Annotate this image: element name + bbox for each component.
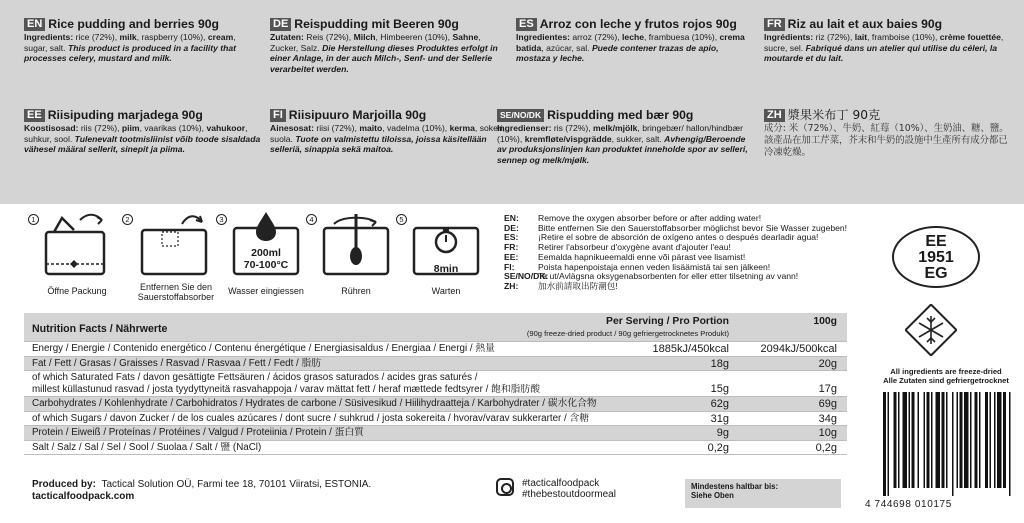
lang-block-en	[24, 18, 260, 64]
hashtags	[522, 478, 616, 500]
lang-block-ee	[24, 109, 264, 155]
warning-lang: FI:	[504, 261, 515, 272]
nutrition-row	[24, 412, 847, 427]
ingredients-fragment: Sahne	[452, 32, 479, 42]
ingredients-fragment: cream	[207, 32, 234, 42]
barcode-bar	[903, 392, 908, 488]
barcode-bar	[979, 392, 981, 488]
ingredients-fragment: kerma	[449, 123, 475, 133]
lang-code: FR	[764, 18, 785, 31]
product-title: Riz au lait et aux baies 90g	[787, 17, 943, 32]
best-before-box	[685, 479, 841, 508]
warning-lang: EN:	[504, 213, 519, 223]
barcode	[865, 390, 1015, 510]
per-serving-header: Per Serving / Pro Portion	[606, 316, 729, 327]
ingredients-fragment: , sukker, salt.	[611, 133, 665, 144]
nutrition-row	[24, 342, 847, 357]
warning-row	[504, 282, 884, 292]
water-temperature: 70-100°C	[243, 259, 289, 271]
nutrient-label	[32, 397, 597, 412]
health-mark	[892, 226, 980, 288]
nutrient-label	[32, 357, 321, 372]
warning-lang: SE/NO/DK:	[504, 271, 549, 282]
water-amount: 200ml	[251, 247, 281, 259]
barcode-bar	[883, 392, 886, 496]
per-100g-header: 100g	[813, 316, 837, 327]
barcode-bar	[888, 392, 890, 496]
ingredients-fragment: riisi (72%),	[316, 123, 360, 133]
product-title: Reispudding mit Beeren 90g	[294, 17, 459, 32]
nutrient-label-line: of which Sugars / davon Zucker / de los cuales azúcares / dont sucre / suhkrud / josta sokereita / hvorav/varav sukkerarter / 含糖	[32, 412, 590, 424]
per-100g-value: 10g	[818, 427, 837, 439]
product-title: 漿果米布丁 90克	[787, 108, 881, 123]
ingredients-fragment: ris (72%),	[553, 123, 593, 133]
lang-block-fi	[270, 109, 506, 155]
barcode-bar	[994, 392, 996, 488]
hashtag-2: #thebestoutdoormeal	[522, 489, 616, 500]
barcode-bars	[865, 390, 1015, 498]
lang-code: ES	[516, 18, 537, 31]
ingredients-fragment: , sokeri, suola.	[270, 123, 506, 144]
nutrient-label-line: Salt / Salz / Sal / Sel / Sool / Suolaa / Salt / 鹽 (NaCl)	[32, 441, 262, 453]
ingredients-text	[270, 123, 506, 155]
ingredients-fragment: , sucre, sel.	[764, 32, 1004, 53]
barcode-bar	[975, 392, 978, 488]
ingredients-fragment: leche	[622, 32, 645, 42]
nutrition-table	[24, 313, 847, 455]
barcode-bar	[931, 392, 933, 488]
health-mark-number: 1951	[918, 249, 954, 266]
ingredients-fragment: vahukoor	[206, 123, 246, 133]
barcode-bar	[894, 392, 897, 488]
lang-code: EN	[24, 18, 45, 31]
lang-block-es	[516, 18, 752, 64]
ingredients-fragment: , Zucker, Salz.	[270, 32, 481, 53]
ingredients-fragment: This product is produced in a facility that processes celery, mustard and milk.	[24, 42, 237, 64]
lang-block-se-no-dk	[497, 109, 752, 165]
portion-note: (90g freeze-dried product / 90g gefriergetrocknetes Produkt)	[526, 329, 729, 338]
warning-lang: DE:	[504, 222, 519, 233]
ingredients-fragment: Reis (72%),	[306, 32, 354, 42]
barcode-bar	[957, 392, 959, 488]
ingredients-fragment: riz (72%),	[815, 32, 855, 42]
warning-text: Poista hapenpoistaja ennen veden lisäämistä tai sen jälkeen!	[538, 261, 771, 272]
nutrient-label	[32, 372, 540, 396]
barcode-bar	[912, 392, 915, 488]
ingredients-text	[24, 123, 264, 155]
nutrient-label-line: Protein / Eiweiß / Proteínas / Protéines / Valgud / Proteiinia / Protein / 蛋白質	[32, 427, 364, 438]
nutrition-row	[24, 441, 847, 456]
ingredients-fragment: riis (72%),	[80, 123, 122, 133]
per-serving-value: 62g	[710, 398, 729, 410]
per-100g-value: 17g	[818, 383, 837, 395]
ingredients-fragment: Fabriqué dans un atelier qui utilise du céleri, la moutarde et du lait.	[764, 42, 998, 64]
nutrient-label	[32, 426, 364, 441]
step-number: 1	[28, 214, 39, 225]
lang-block-zh	[764, 109, 1014, 159]
producer-label: Produced by:	[32, 479, 96, 490]
ingredients-fragment: Tulenevalt tootmisliinist võib toode sisaldada vähesel määral sellerit, sinepit ja piima.	[24, 133, 261, 155]
per-100g-value: 2094kJ/500kcal	[760, 343, 837, 355]
ingredients-fragment: Ingredientes:	[516, 32, 573, 42]
warning-text: ¡Retire el sobre de absorción de oxígeno antes o después dearladir agua!	[538, 232, 819, 243]
freeze-dried-note-en: All ingredients are freeze-dried	[890, 367, 1002, 376]
ingredients-fragment: , framboise (10%),	[867, 32, 940, 42]
ingredients-fragment: Koostisosad:	[24, 123, 81, 133]
step-number: 5	[396, 214, 407, 225]
ingredients-fragment: Ingredients:	[24, 32, 76, 42]
health-mark-country: EE	[925, 233, 947, 250]
ingredients-fragment: melk/mjölk	[593, 123, 638, 133]
ingredients-fragment: , azúcar, sal.	[541, 42, 592, 53]
ingredients-fragment: lait	[854, 32, 868, 42]
per-100g-value: 0,2g	[815, 441, 837, 454]
ingredients-fragment: Milch	[353, 32, 376, 42]
warning-text: Bitte entfernen Sie den Sauerstoffabsorber möglichst bevor Sie Wasser zugeben!	[538, 222, 848, 233]
barcode-bar	[898, 392, 900, 488]
nutrition-row	[24, 426, 847, 441]
ingredients-text	[516, 32, 752, 64]
hashtag-1: #tacticalfoodpack	[522, 478, 600, 489]
barcode-bar	[1009, 392, 1011, 496]
ingredients-fragment: , frambuesa (10%),	[644, 32, 720, 42]
ingredients-fragment: piim	[121, 123, 140, 133]
ingredients-text	[764, 32, 1014, 64]
nutrition-title: Nutrition Facts / Nährwerte	[32, 323, 168, 335]
barcode-bar	[960, 392, 963, 488]
nutrient-label-line: Fat / Fett / Grasas / Graisses / Rasvad / Rasvaa / Fett / Fedt / 脂肪	[32, 357, 322, 369]
nutrition-rows	[24, 342, 847, 455]
ingredients-fragment: , raspberry (10%),	[136, 32, 208, 42]
wait-time: 8min	[433, 263, 459, 275]
barcode-bar	[946, 392, 948, 488]
producer-website: tacticalfoodpack.com	[32, 491, 135, 502]
ingredients-text	[764, 123, 1014, 159]
step-caption: Wasser eingiessen	[228, 286, 304, 296]
ingredients-fragment: , vadelma (10%),	[382, 123, 450, 133]
product-title: Rispudding med bær 90g	[547, 108, 694, 123]
ingredients-fragment: Tuote on valmistettu tiloissa, joissa käsitellään selleriä, sinappia sekä maitoa.	[270, 133, 487, 155]
ingredients-fragment: Die Herstellung dieses Produktes erfolgt in einer Anlage, in der auch Milch-, Senf- und der Sellerie verarbeitet werden.	[270, 42, 498, 74]
barcode-digits: 4 744698 010175	[865, 499, 952, 510]
ingredients-fragment: crema batida	[516, 32, 745, 53]
step-caption: Rühren	[341, 286, 371, 296]
nutrient-label	[32, 342, 495, 357]
ingredients-fragment: rice (72%),	[75, 32, 120, 42]
nutrition-header	[24, 313, 847, 342]
nutrition-row	[24, 371, 847, 397]
ingredients-fragment: , sugar, salt.	[24, 32, 236, 53]
step-number: 4	[306, 214, 317, 225]
product-title: Arroz con leche y frutos rojos 90g	[539, 17, 737, 32]
nutrition-row	[24, 397, 847, 412]
per-serving-value: 1885kJ/450kcal	[652, 343, 729, 355]
ingredients-fragment: 成分: 米（72%）、牛奶、紅莓（10%）、生奶油、糖、鹽。該產品在加工芹菜，芥末和牛奶的設施中生產所有成分都已冷凍乾燥。	[764, 123, 1009, 158]
best-before-label: Mindestens haltbar bis:	[691, 482, 779, 491]
lang-code: ZH	[764, 109, 785, 122]
freeze-dried-icon	[905, 304, 957, 356]
lang-block-de	[270, 18, 506, 74]
ingredients-fragment: Puede contener trazas de apio, mostaza y leche.	[516, 42, 719, 64]
nutrient-label	[32, 412, 589, 427]
step-caption: Warten	[431, 286, 461, 296]
ingredients-fragment: Ingrédients:	[764, 32, 816, 42]
ingredients-fragment: kremfløte/vispgrädde	[524, 133, 612, 144]
ingredients-fragment: maito	[359, 123, 383, 133]
health-mark-ec: EG	[924, 265, 948, 282]
open-pack-icon	[32, 210, 122, 278]
barcode-bar	[924, 392, 926, 488]
step-caption: Öffne Packung	[47, 286, 107, 296]
nutrition-row	[24, 357, 847, 372]
ingredients-text	[497, 123, 752, 165]
product-title: Riisipuding marjadega 90g	[47, 108, 203, 123]
per-100g-value: 69g	[818, 398, 837, 410]
warning-text: Ta ut/Avlägsna oksygenabsorbenten for eller etter tilsetning av vann!	[538, 271, 799, 282]
best-before-value: Siehe Oben	[691, 491, 734, 500]
barcode-bar	[990, 392, 992, 488]
barcode-bar	[985, 392, 988, 488]
nutrient-label-line: Energy / Energie / Contenido energético / Contenu énergétique / Energiasisaldus / Energiaa / Energi / 熱量	[32, 343, 495, 354]
warning-text: Remove the oxygen absorber before or after adding water!	[538, 213, 762, 223]
ingredients-fragment: Ingredienser:	[497, 123, 554, 133]
barcode-bar	[936, 392, 941, 488]
ingredients-fragment: , suhkur, sool.	[24, 123, 248, 144]
per-serving-value: 9g	[716, 427, 729, 439]
warning-lang: EE:	[504, 251, 519, 262]
producer-info	[32, 479, 371, 503]
per-100g-value: 34g	[818, 412, 837, 425]
barcode-bar	[1003, 392, 1006, 488]
ingredients-text	[270, 32, 506, 74]
lang-code: DE	[270, 18, 291, 31]
barcode-bar	[942, 392, 945, 488]
barcode-bar	[970, 392, 972, 488]
freeze-dried-note	[868, 367, 1024, 385]
instagram-icon	[496, 478, 514, 496]
barcode-bar	[927, 392, 930, 488]
nutrient-label-line: millest küllastunud rasvad / josta tyydyttyneitä rasvahappoja / varav mättat fett / heraf mættede fedtsyrer / 飽和脂肪酸	[32, 384, 541, 395]
per-100g-value: 20g	[818, 357, 837, 370]
step-number: 3	[216, 214, 227, 225]
nutrient-label-line: of which Saturated Fats / davon gesättigte Fettsäuren / ácidos grasos saturados / acides gras saturés /	[32, 372, 478, 383]
ingredients-fragment: milk	[119, 32, 137, 42]
ingredients-text	[24, 32, 260, 64]
barcode-bar	[997, 392, 1002, 488]
ingredients-fragment: arroz (72%),	[572, 32, 623, 42]
lang-code: EE	[24, 109, 45, 122]
warning-text: Retirer l'absorbeur d'oxygène avant d'ajouter l'eau!	[538, 242, 731, 253]
ingredients-fragment: Avhengig/Beroende av produksjonslinjen kan produktet inneholde spor av selleri, sennep og melk/mjølk.	[497, 133, 748, 165]
lang-code: FI	[270, 109, 286, 122]
ingredients-fragment: , vaarikas (10%),	[139, 123, 207, 133]
warning-text: 加水前請取出防潮包!	[538, 280, 618, 291]
ingredients-fragment: Zutaten:	[270, 32, 307, 42]
oxygen-absorber-warnings	[504, 214, 884, 292]
per-serving-value: 15g	[710, 383, 729, 395]
ingredients-fragment: Ainesosat:	[270, 123, 317, 133]
spoon-stir-icon	[314, 210, 398, 278]
producer-address: Tactical Solution OÜ, Farmi tee 18, 70101 Viiratsi, ESTONIA.	[101, 479, 372, 490]
freeze-dried-note-de: Alle Zutaten sind gefriergetrocknet	[883, 376, 1009, 385]
per-serving-value: 31g	[710, 412, 729, 425]
warning-text: Eemalda hapnikueemaldi enne või pärast vee lisamist!	[538, 251, 746, 262]
per-serving-value: 18g	[710, 357, 729, 370]
step-number: 2	[122, 214, 133, 225]
warning-lang: FR:	[504, 242, 519, 253]
barcode-bar	[952, 392, 954, 496]
barcode-bar	[909, 392, 911, 488]
ingredients-fragment: , bringebær/ hallon/hindbær (10%),	[497, 123, 743, 144]
product-title: Rice pudding and berries 90g	[48, 17, 219, 32]
product-title: Riisipuuro Marjoilla 90g	[288, 108, 427, 123]
barcode-bar	[918, 392, 920, 488]
step-caption: Entfernen Sie den Sauerstoffabsorber	[137, 282, 215, 302]
per-serving-value: 0,2g	[707, 441, 729, 454]
remove-absorber-icon	[130, 210, 220, 278]
lang-block-fr	[764, 18, 1014, 64]
lang-code: SE/NO/DK	[497, 109, 544, 122]
warning-lang: ES:	[504, 232, 519, 243]
warning-lang: ZH:	[504, 280, 519, 291]
barcode-bar	[964, 392, 969, 488]
nutrient-label	[32, 441, 261, 456]
ingredients-fragment: crème fouettée	[939, 32, 1001, 42]
ingredients-fragment: , Himbeeren (10%),	[375, 32, 453, 42]
nutrient-label-line: Carbohydrates / Kohlenhydrate / Carbohidratos / Hydrates de carbone / Süsivesikud / Hiilihydraatteja / Karbohydrater / 碳水化合物	[32, 398, 597, 409]
